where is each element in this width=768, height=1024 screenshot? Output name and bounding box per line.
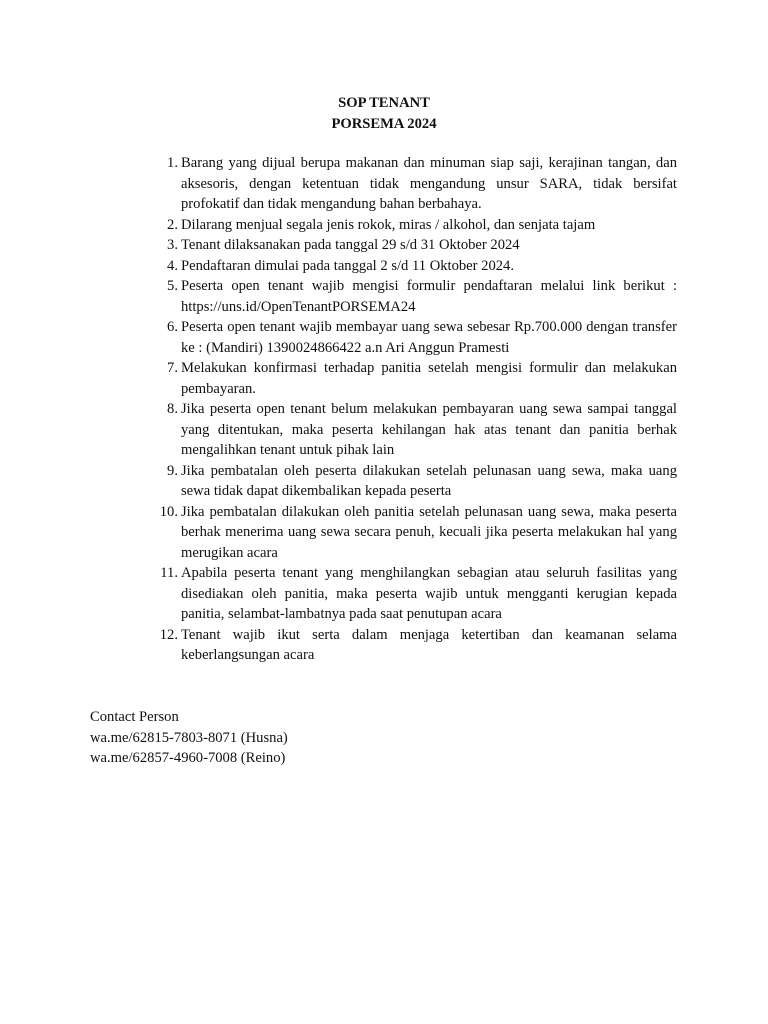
sop-item-number: 12. (159, 626, 178, 643)
contact-heading: Contact Person (90, 709, 179, 725)
sop-item-1 (154, 153, 677, 215)
sop-item-number: 4. (167, 257, 178, 274)
sop-item-number: 3. (167, 237, 178, 253)
sop-item-number: 10. (159, 503, 178, 520)
sop-item-3 (154, 235, 677, 256)
sop-item-2 (154, 215, 677, 236)
sop-item-text: Jika pembatalan oleh peserta dilakukan setelah pelunasan uang sewa, maka uang sewa tidak dapat dikembalikan kepada peserta (181, 462, 677, 499)
sop-item-11 (154, 563, 677, 625)
sop-item-number: 11. (160, 565, 178, 581)
sop-item-text: Pendaftaran dimulai pada tanggal 2 s/d 11 Oktober 2024. (181, 257, 515, 274)
sop-item-text: Peserta open tenant wajib mengisi formulir pendaftaran melalui link berikut : https://uns.id/OpenTenantPORSEMA24 (181, 278, 677, 315)
sop-item-6 (154, 317, 677, 358)
sop-item-text: Jika pembatalan dilakukan oleh panitia setelah pelunasan uang sewa, maka peserta berhak menerima uang sewa secara penuh, kecuali jika peserta melakukan hal yang merugikan acara (181, 503, 677, 561)
sop-item-number: 1. (167, 155, 178, 171)
contact-link-reino: wa.me/62857-4960-7008 (Reino) (90, 750, 286, 766)
sop-item-number: 5. (167, 278, 178, 294)
sop-item-text: Jika peserta open tenant belum melakukan pembayaran uang sewa sampai tanggal yang ditentukan, maka peserta kehilangan hak atas tenant dan panitia berhak mengalihkan tenant untuk pihak lain (181, 401, 677, 458)
sop-item-10 (154, 502, 677, 564)
contact-section (90, 707, 288, 769)
sop-item-12 (154, 625, 677, 666)
sop-item-text: Melakukan konfirmasi terhadap panitia setelah mengisi formulir dan melakukan pembayaran. (181, 360, 677, 397)
sop-item-text: Tenant dilaksanakan pada tanggal 29 s/d 31 Oktober 2024 (181, 237, 520, 253)
sop-item-text: Dilarang menjual segala jenis rokok, miras / alkohol, dan senjata tajam (181, 216, 596, 233)
sop-list (154, 153, 677, 666)
sop-item-9 (154, 461, 677, 502)
sop-item-text: Peserta open tenant wajib membayar uang sewa sebesar Rp.700.000 dengan transfer ke : (Mandiri) 1390024866422 a.n Ari Anggun Pramesti (181, 319, 677, 356)
sop-item-7 (154, 358, 677, 399)
sop-item-5 (154, 276, 677, 317)
document-subtitle: PORSEMA 2024 (331, 115, 437, 132)
sop-item-number: 7. (167, 360, 178, 376)
sop-item-number: 2. (167, 216, 178, 233)
sop-item-number: 8. (167, 401, 178, 417)
sop-item-text: Barang yang dijual berupa makanan dan minuman siap saji, kerajinan tangan, dan aksesoris, dengan ketentuan tidak mengandung unsur SARA, tidak bersifat profokatif dan tidak mengandung bahan berbahaya. (181, 155, 677, 212)
document-title-block (0, 93, 768, 134)
sop-item-text: Tenant wajib ikut serta dalam menjaga ketertiban dan keamanan selama keberlangsungan acara (181, 626, 677, 663)
sop-item-text: Apabila peserta tenant yang menghilangkan sebagian atau seluruh fasilitas yang disediakan oleh panitia, maka peserta wajib untuk mengganti kerugian kepada panitia, selambat-lambatnya pada saat penutupan acara (181, 565, 677, 622)
sop-item-number: 9. (167, 462, 178, 479)
sop-item-4 (154, 256, 677, 277)
sop-item-number: 6. (167, 319, 178, 335)
document-title: SOP TENANT (338, 95, 430, 111)
contact-link-husna: wa.me/62815-7803-8071 (Husna) (90, 729, 288, 746)
sop-item-8 (154, 399, 677, 461)
